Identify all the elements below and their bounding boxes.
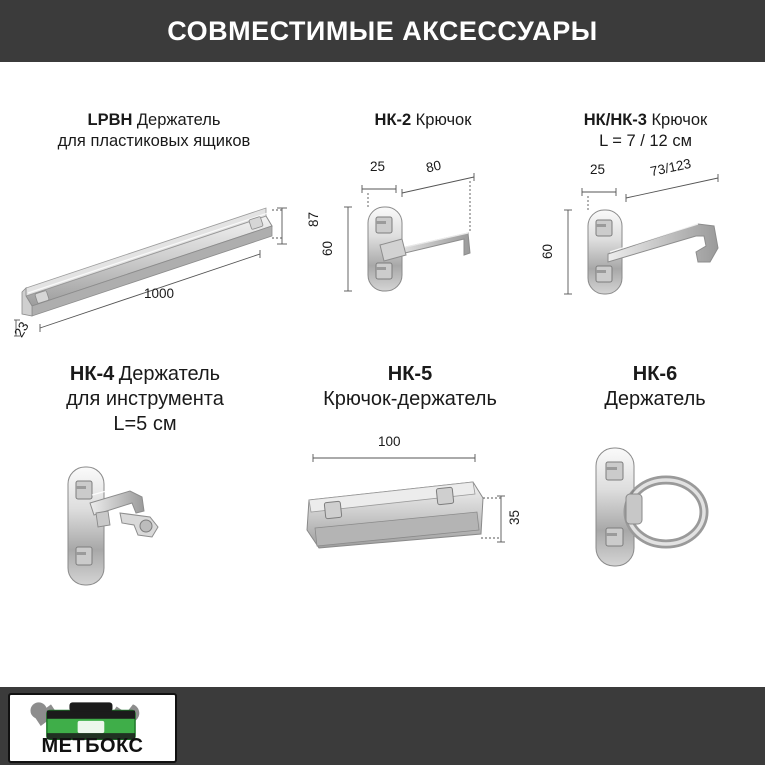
product-card-lpbh — [11, 110, 322, 344]
product-title-nk5 — [285, 362, 535, 412]
product-title-nk3 — [538, 110, 753, 152]
dimension-label-23: 23 — [11, 318, 32, 340]
ring-holder — [626, 480, 704, 544]
product-card-nk5 — [285, 362, 535, 602]
dimension-label-80: 80 — [424, 157, 443, 176]
page-footer — [0, 687, 765, 765]
product-name-line2: L = 7 / 12 см — [599, 132, 692, 150]
product-card-nk3 — [538, 110, 753, 342]
product-name-line2: для пластиковых ящиков — [57, 132, 251, 150]
page-header — [0, 0, 765, 62]
product-code: НК/НК-3 — [583, 111, 647, 129]
product-code: НК-5 — [387, 363, 433, 385]
dimension-label-25: 25 — [370, 159, 386, 174]
product-figure-nk2 — [318, 159, 528, 339]
product-title-nk6 — [560, 362, 750, 412]
product-code: LPBH — [87, 111, 133, 129]
product-figure-nk6 — [560, 438, 750, 598]
toolbox-icon — [47, 702, 135, 739]
dimension-label-73-123: 73/123 — [648, 155, 693, 179]
dimension-label-60: 60 — [320, 240, 336, 257]
product-card-nk4 — [10, 362, 280, 615]
product-card-nk2 — [318, 110, 528, 339]
product-code: НК-4 — [69, 363, 115, 385]
dimension-label-87: 87 — [306, 211, 322, 227]
product-code: НК-2 — [374, 111, 412, 129]
lpbh-drawing — [14, 164, 294, 344]
product-title-nk4 — [10, 362, 280, 437]
product-name-line1: Держатель — [136, 111, 221, 129]
page-title: СОВМЕСТИМЫЕ АКСЕССУАРЫ — [167, 15, 598, 46]
product-name-line1: Крючок — [415, 111, 472, 129]
product-name-line1: Держатель — [118, 363, 221, 385]
dimension-label-100: 100 — [378, 434, 401, 449]
product-name-line1: Крючок — [651, 111, 708, 129]
nk6-drawing — [560, 438, 750, 598]
products-grid — [0, 62, 765, 687]
brand-logo — [8, 693, 177, 763]
product-figure-nk5 — [285, 434, 535, 602]
product-name-line3: L=5 см — [113, 413, 177, 435]
hook-arm — [608, 224, 718, 262]
product-title-lpbh — [14, 110, 294, 152]
product-title-nk2 — [318, 110, 528, 131]
dimension-label-35: 35 — [507, 509, 523, 526]
dimension-label-60: 60 — [540, 243, 556, 259]
nk2-drawing — [318, 159, 528, 339]
product-name-line2: Держатель — [604, 388, 706, 410]
dimension-label-25: 25 — [590, 161, 606, 177]
product-name-line2: для инструмента — [66, 388, 224, 410]
dimension-label-1000: 1000 — [144, 285, 175, 301]
logo-wordmark: МЕТБОКС — [41, 735, 144, 757]
nk3-drawing — [538, 162, 753, 342]
product-figure-nk4 — [10, 455, 280, 615]
bracket-body — [307, 480, 483, 548]
product-code: НК-6 — [632, 363, 678, 385]
product-figure-nk3 — [538, 155, 753, 342]
product-figure-lpbh — [11, 164, 322, 344]
dimension-lines — [344, 173, 474, 291]
nk4-drawing — [10, 455, 280, 615]
product-card-nk6 — [560, 362, 750, 598]
nk5-drawing — [285, 442, 535, 602]
product-name-line2: Крючок-держатель — [323, 388, 497, 410]
